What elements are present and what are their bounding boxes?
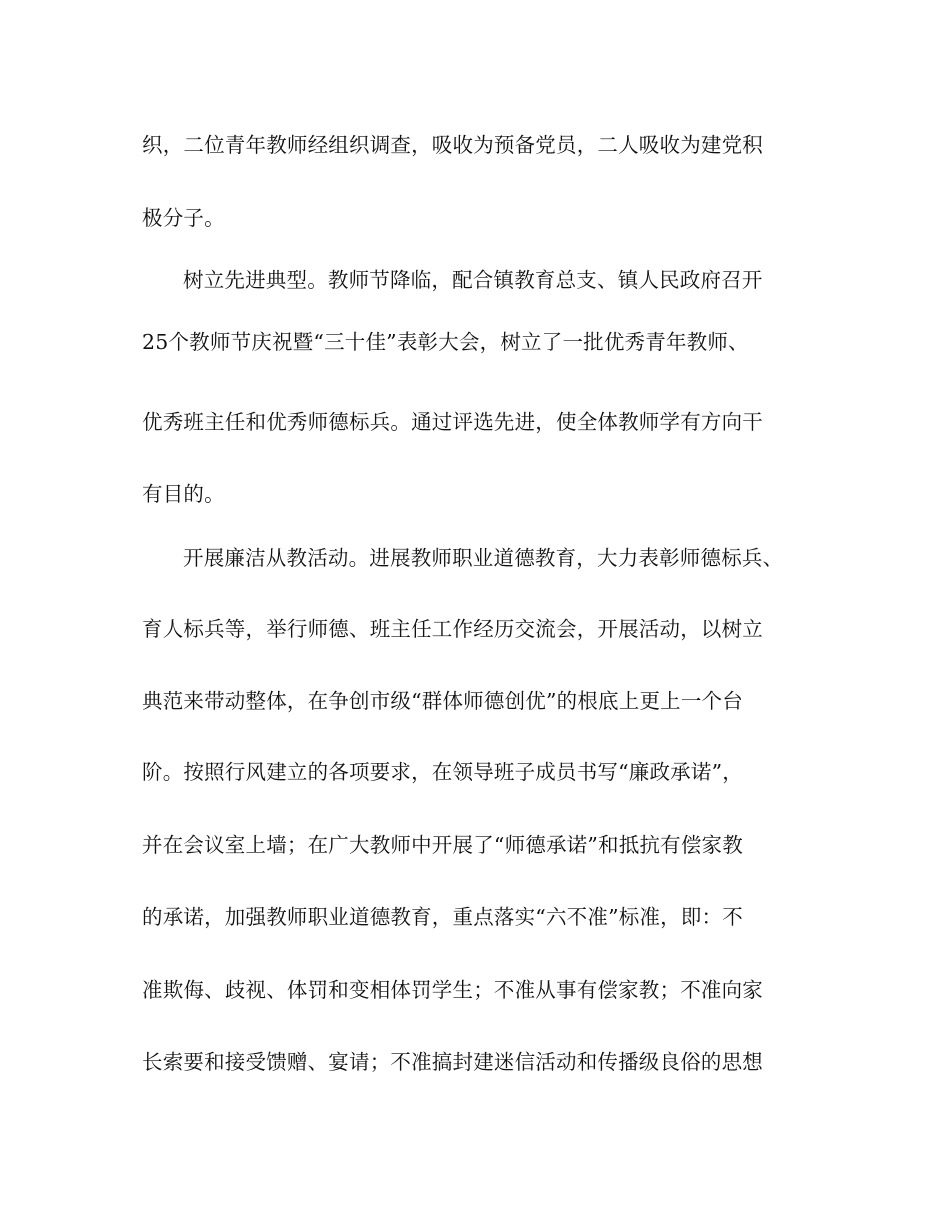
paragraph-line-11: 并在会议室上墙；在广大教师中开展了“师德承诺”和抵抗有偿家教 <box>142 833 743 857</box>
paragraph-line-4: 25个教师节庆祝暨“三十佳”表彰大会，树立了一批优秀青年教师、 <box>142 330 749 354</box>
paragraph-line-13: 准欺侮、歧视、体罚和变相体罚学生；不准从事有偿家教；不准向家 <box>142 978 763 1002</box>
paragraph-line-6: 有目的。 <box>142 482 225 506</box>
paragraph-line-10: 阶。按照行风建立的各项要求，在领导班子成员书写“廉政承诺”， <box>142 760 743 784</box>
paragraph-line-14: 长索要和接受馈赠、宴请；不准搞封建迷信活动和传播级良俗的思想 <box>142 1050 763 1074</box>
paragraph-line-7: 开展廉洁从教活动。进展教师职业道德教育，大力表彰师德标兵、 <box>183 546 784 570</box>
paragraph-line-8: 育人标兵等，举行师德、班主任工作经历交流会，开展活动，以树立 <box>142 617 763 641</box>
paragraph-line-2: 极分子。 <box>142 206 225 230</box>
paragraph-line-9: 典范来带动整体，在争创市级“群体师德创优”的根底上更上一个台 <box>142 689 743 713</box>
paragraph-line-12: 的承诺，加强教师职业道德教育，重点落实“六不准”标准，即：不 <box>142 905 743 929</box>
paragraph-line-5: 优秀班主任和优秀师德标兵。通过评选先进，使全体教师学有方向干 <box>142 410 763 434</box>
paragraph-line-3: 树立先进典型。教师节降临，配合镇教育总支、镇人民政府召开 <box>183 268 763 292</box>
paragraph-line-1: 织，二位青年教师经组织调查，吸收为预备党员，二人吸收为建党积 <box>142 133 763 157</box>
